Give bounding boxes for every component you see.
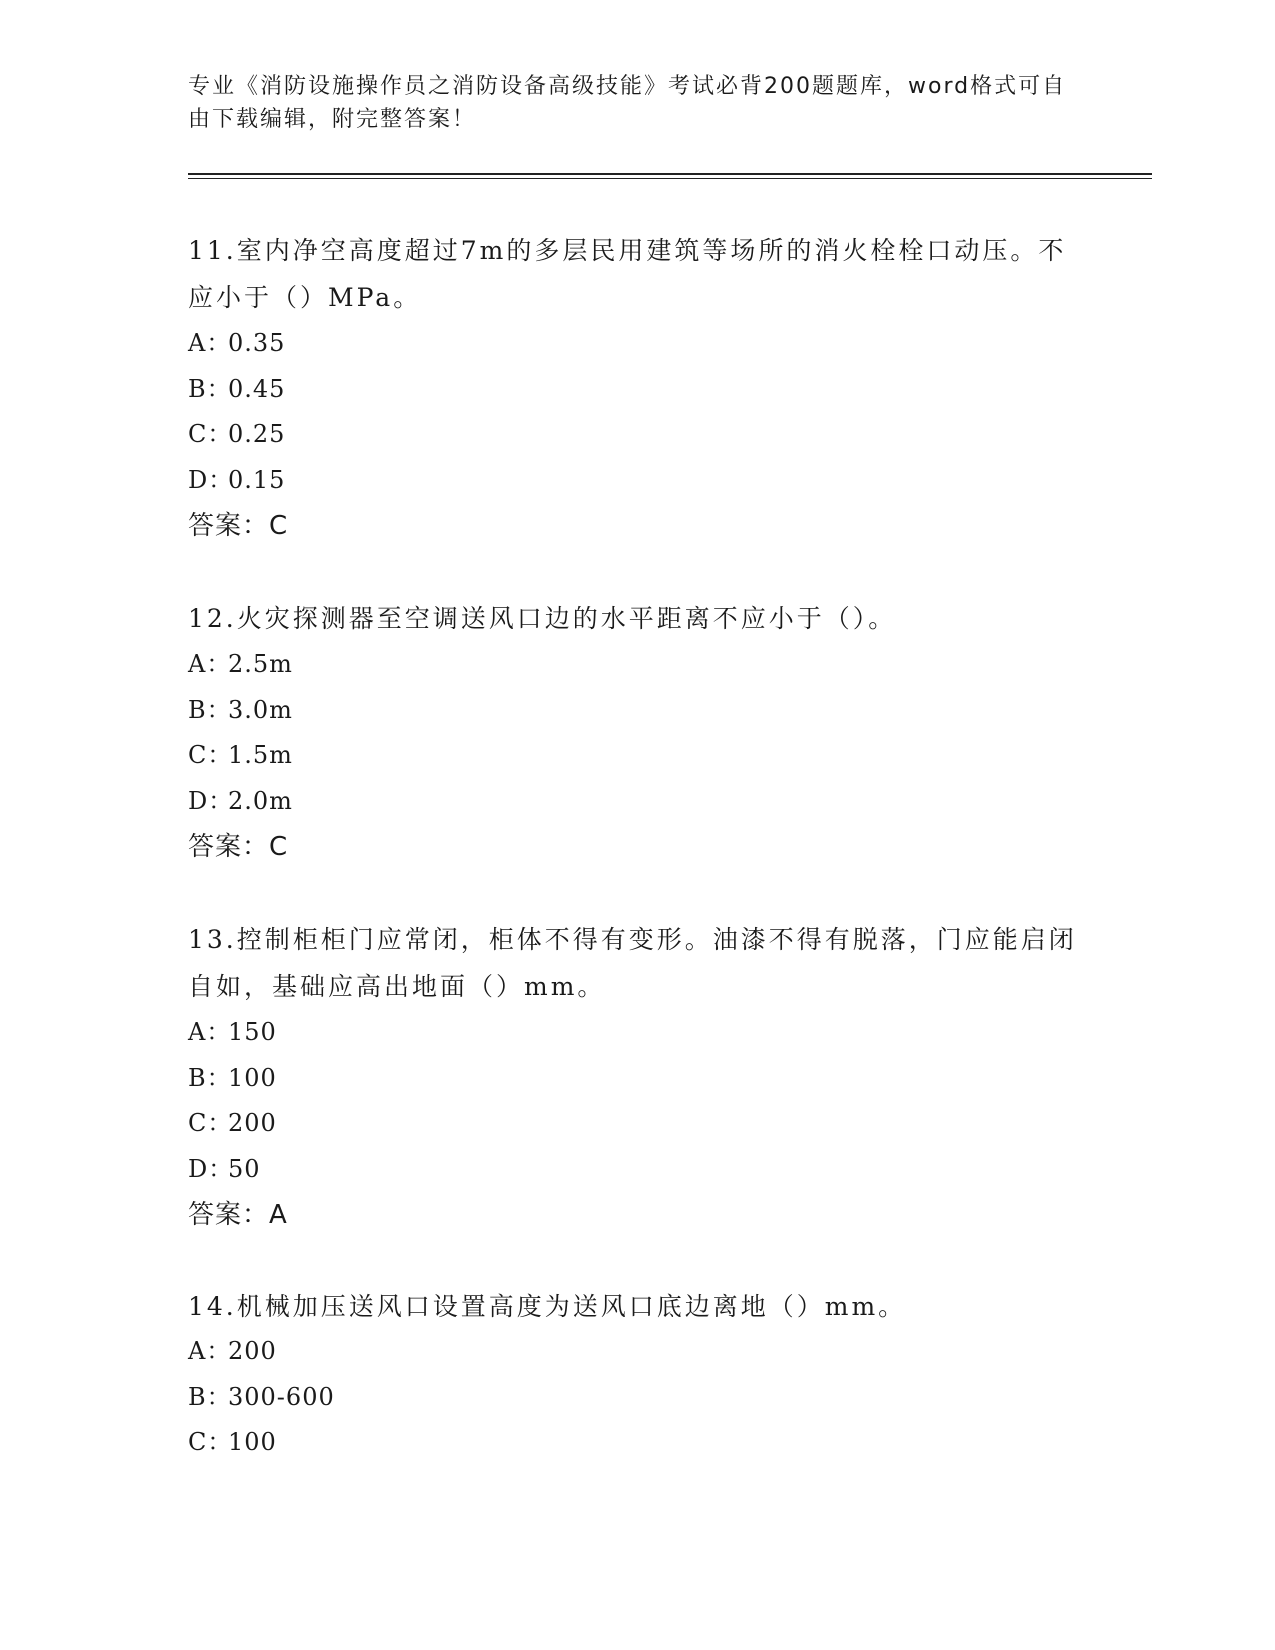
option-a (188, 642, 1148, 688)
option-key: A： (188, 329, 232, 357)
option-d (188, 458, 1148, 504)
option-value: 1.5m (228, 741, 293, 769)
question-11 (188, 227, 1148, 549)
option-value: 150 (228, 1018, 277, 1046)
answer-line: 答案：C (188, 832, 289, 862)
option-key: C： (188, 741, 233, 769)
question-14 (188, 1284, 1148, 1466)
option-key: C： (188, 420, 233, 448)
option-key: B： (188, 1382, 232, 1411)
question-13 (188, 916, 1148, 1238)
option-b (188, 367, 1148, 413)
question-12 (188, 595, 1148, 870)
document-page (188, 70, 1148, 1466)
option-key: A： (188, 1018, 232, 1046)
option-value: 0.45 (228, 374, 286, 403)
option-key: D： (188, 1154, 234, 1183)
question-stem: 14.机械加压送风口设置高度为送风口底边离地（）mm。 (188, 1292, 907, 1321)
option-key: B： (188, 374, 232, 403)
option-key: B： (188, 1063, 232, 1092)
answer-line: 答案：A (188, 1200, 288, 1230)
option-key: A： (188, 1337, 232, 1365)
question-gap (188, 1238, 1148, 1284)
option-key: B： (188, 695, 232, 724)
option-b (188, 688, 1148, 734)
question-gap (188, 870, 1148, 916)
option-value: 3.0m (228, 695, 293, 724)
option-key: A： (188, 650, 232, 678)
option-c (188, 733, 1148, 779)
option-value: 100 (228, 1428, 277, 1456)
option-d (188, 779, 1148, 825)
option-a (188, 1010, 1148, 1056)
option-b (188, 1375, 1148, 1421)
option-key: D： (188, 786, 234, 815)
option-a (188, 1329, 1148, 1375)
answer-line: 答案：C (188, 511, 289, 541)
option-c (188, 1420, 1148, 1466)
option-key: C： (188, 1109, 233, 1137)
option-value: 2.0m (228, 786, 293, 815)
question-gap (188, 549, 1148, 595)
option-value: 100 (228, 1063, 277, 1092)
option-value: 50 (228, 1154, 261, 1183)
option-value: 2.5m (228, 650, 293, 678)
option-value: 200 (228, 1109, 277, 1137)
header-divider (188, 173, 1152, 179)
option-value: 300-600 (228, 1382, 335, 1411)
option-key: D： (188, 465, 234, 494)
question-stem: 13.控制柜柜门应常闭，柜体不得有变形。油漆不得有脱落，门应能启闭自如，基础应高出地面（）mm。 (188, 925, 1077, 1001)
option-value: 200 (228, 1337, 277, 1365)
option-d (188, 1147, 1148, 1193)
option-c (188, 1101, 1148, 1147)
option-key: C： (188, 1428, 233, 1456)
option-a (188, 321, 1148, 367)
document-header: 专业《消防设施操作员之消防设备高级技能》考试必背200题题库，word格式可自由下载编辑，附完整答案！ (188, 74, 1067, 132)
question-stem: 11.室内净空高度超过7m的多层民用建筑等场所的消火栓栓口动压。不应小于（）MPa。 (188, 236, 1067, 312)
option-value: 0.35 (228, 329, 286, 357)
option-c (188, 412, 1148, 458)
option-b (188, 1056, 1148, 1102)
option-value: 0.25 (228, 420, 286, 448)
option-value: 0.15 (228, 465, 286, 494)
question-stem: 12.火灾探测器至空调送风口边的水平距离不应小于（）。 (188, 604, 897, 633)
